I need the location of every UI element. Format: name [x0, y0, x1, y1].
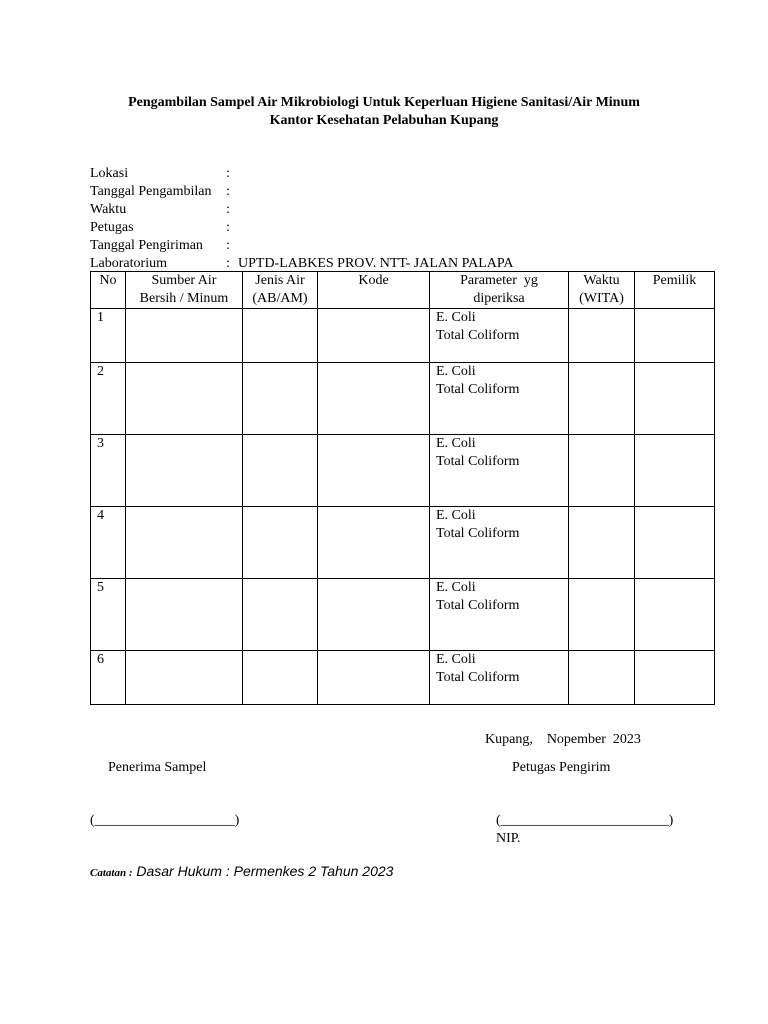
cell-kode[interactable]	[318, 507, 430, 579]
info-colon: :	[226, 202, 230, 217]
cell-waktu[interactable]	[569, 309, 635, 363]
info-label: Tanggal Pengiriman	[90, 238, 203, 253]
cell-sumber-air[interactable]	[126, 363, 243, 435]
header-waktu: Waktu (WITA)	[569, 272, 635, 309]
cell-waktu[interactable]	[569, 435, 635, 507]
cell-no: 6	[91, 651, 126, 705]
table-row	[91, 363, 715, 435]
table-row	[91, 651, 715, 705]
cell-waktu[interactable]	[569, 363, 635, 435]
cell-no: 4	[91, 507, 126, 579]
cell-pemilik[interactable]	[635, 651, 715, 705]
document-subtitle: Kantor Kesehatan Pelabuhan Kupang	[269, 113, 499, 128]
info-label: Laboratorium	[90, 256, 167, 271]
cell-sumber-air[interactable]	[126, 309, 243, 363]
cell-sumber-air[interactable]	[126, 507, 243, 579]
cell-waktu[interactable]	[569, 507, 635, 579]
cell-kode[interactable]	[318, 435, 430, 507]
cell-kode[interactable]	[318, 651, 430, 705]
info-colon: :	[226, 256, 230, 271]
cell-pemilik[interactable]	[635, 435, 715, 507]
cell-no: 3	[91, 435, 126, 507]
place-date: Kupang, Nopember 2023	[485, 732, 641, 747]
cell-jenis-air[interactable]	[243, 651, 318, 705]
cell-jenis-air[interactable]	[243, 579, 318, 651]
cell-no: 5	[91, 579, 126, 651]
receiver-signature-line[interactable]: (____________________)	[90, 813, 240, 828]
info-colon: :	[226, 220, 230, 235]
info-label: Lokasi	[90, 166, 129, 181]
cell-parameter: E. Coli Total Coliform	[430, 579, 569, 651]
info-colon: :	[226, 184, 230, 199]
receiver-label: Penerima Sampel	[108, 760, 207, 775]
table-row	[91, 309, 715, 363]
note	[90, 863, 393, 881]
header-no: No	[91, 272, 126, 309]
header-parameter: Parameter yg diperiksa	[430, 272, 569, 309]
info-label: Petugas	[90, 220, 134, 235]
info-value: UPTD-LABKES PROV. NTT- JALAN PALAPA	[238, 256, 514, 271]
cell-jenis-air[interactable]	[243, 363, 318, 435]
cell-kode[interactable]	[318, 363, 430, 435]
info-colon: :	[226, 238, 230, 253]
header-jenis-air: Jenis Air (AB/AM)	[243, 272, 318, 309]
header-sumber-air: Sumber Air Bersih / Minum	[126, 272, 243, 309]
note-label: Catatan :	[90, 867, 133, 879]
cell-kode[interactable]	[318, 309, 430, 363]
cell-no: 2	[91, 363, 126, 435]
nip-label: NIP.	[496, 831, 521, 846]
cell-parameter: E. Coli Total Coliform	[430, 309, 569, 363]
header-kode: Kode	[318, 272, 430, 309]
cell-kode[interactable]	[318, 579, 430, 651]
cell-sumber-air[interactable]	[126, 651, 243, 705]
cell-parameter: E. Coli Total Coliform	[430, 363, 569, 435]
info-label: Waktu	[90, 202, 127, 217]
cell-parameter: E. Coli Total Coliform	[430, 435, 569, 507]
info-colon: :	[226, 166, 230, 181]
info-label: Tanggal Pengambilan	[90, 184, 212, 199]
cell-jenis-air[interactable]	[243, 309, 318, 363]
sender-signature-line[interactable]: (________________________)	[496, 813, 674, 828]
table-row	[91, 579, 715, 651]
cell-sumber-air[interactable]	[126, 435, 243, 507]
cell-parameter: E. Coli Total Coliform	[430, 507, 569, 579]
table-row	[91, 435, 715, 507]
table-header-row	[91, 272, 715, 309]
cell-no: 1	[91, 309, 126, 363]
cell-pemilik[interactable]	[635, 363, 715, 435]
cell-pemilik[interactable]	[635, 309, 715, 363]
cell-sumber-air[interactable]	[126, 579, 243, 651]
document-title: Pengambilan Sampel Air Mikrobiologi Untuk Keperluan Higiene Sanitasi/Air Minum	[128, 95, 640, 110]
cell-waktu[interactable]	[569, 651, 635, 705]
cell-jenis-air[interactable]	[243, 435, 318, 507]
note-text: Dasar Hukum : Permenkes 2 Tahun 2023	[132, 863, 394, 879]
table-row	[91, 507, 715, 579]
cell-parameter: E. Coli Total Coliform	[430, 651, 569, 705]
header-pemilik: Pemilik	[635, 272, 715, 309]
cell-pemilik[interactable]	[635, 507, 715, 579]
sample-table	[90, 271, 715, 705]
cell-jenis-air[interactable]	[243, 507, 318, 579]
cell-pemilik[interactable]	[635, 579, 715, 651]
cell-waktu[interactable]	[569, 579, 635, 651]
sender-label: Petugas Pengirim	[512, 760, 611, 775]
